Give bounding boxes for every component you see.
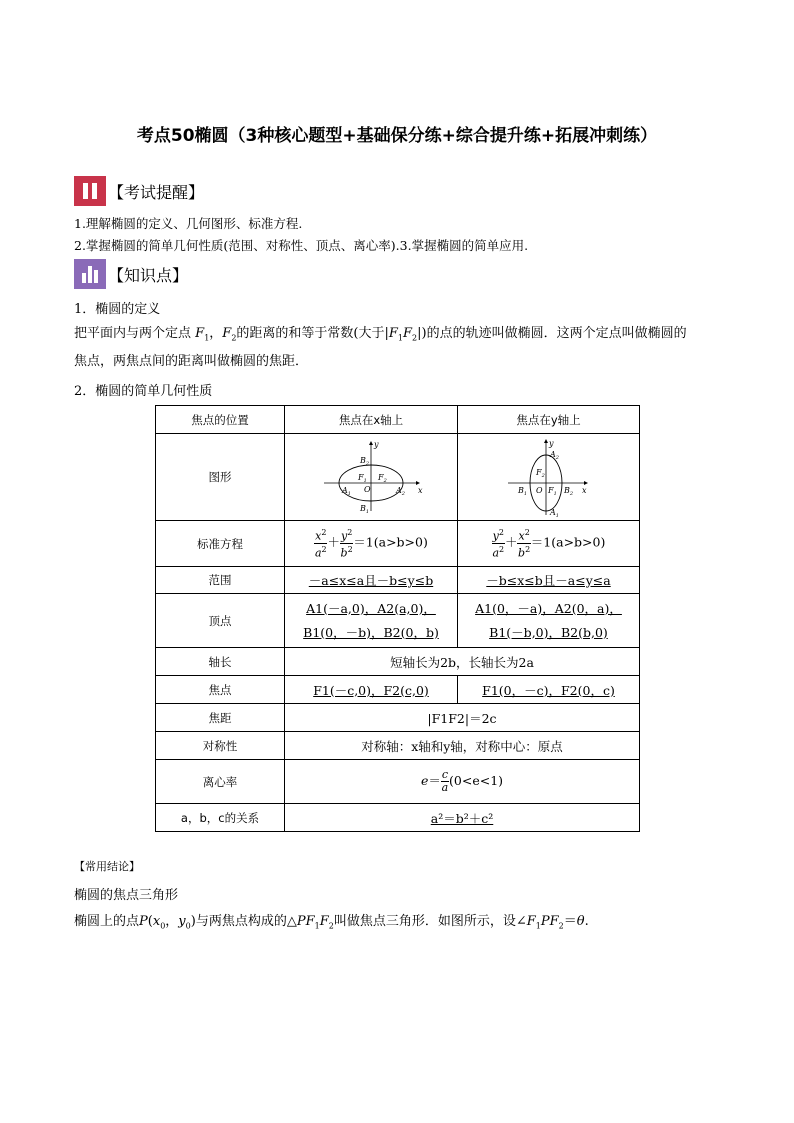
vertex-y: A1(0，－a)，A2(0，a)， B1(－b,0)，B2(b,0) — [458, 594, 640, 648]
section-exam-reminder — [74, 176, 204, 206]
svg-text:B2: $B_2$ — [360, 456, 370, 467]
table-row — [156, 804, 640, 832]
table-row — [156, 704, 640, 732]
table-row — [156, 521, 640, 567]
svg-text:O: O — [535, 486, 543, 495]
row-label: 离心率 — [156, 760, 285, 804]
focus-y: F1(0，－c)，F2(0，c) — [458, 676, 640, 704]
page-title: 考点50椭圆（3种核心题型+基础保分练+综合提升练+拓展冲刺练） — [136, 126, 658, 146]
table-row — [156, 648, 640, 676]
bar-chart-icon — [74, 259, 106, 289]
row-label: a，b，c的关系 — [156, 804, 285, 832]
table-row — [156, 732, 640, 760]
eccentricity-value: e＝ $\frac{c}{a}$ (0<e<1) — [285, 760, 640, 804]
range-x: －a≤x≤a且－b≤y≤b — [285, 567, 458, 594]
range-y: －b≤x≤b且－a≤y≤a — [458, 567, 640, 594]
section-knowledge — [74, 259, 188, 289]
svg-text:x: x — [581, 486, 587, 495]
reminder-line-2: 2.掌握椭圆的简单几何性质(范围、对称性、顶点、离心率).3.掌握椭圆的简单应用. — [74, 238, 529, 253]
section-label: 【考试提醒】 — [108, 182, 205, 202]
exam-badge-icon — [74, 176, 106, 206]
row-label: 轴长 — [156, 648, 285, 676]
svg-text:A1: $A_1$ — [342, 486, 351, 497]
svg-text:F1: $F_1$ — [547, 486, 557, 497]
row-label: 图形 — [156, 434, 285, 521]
svg-text:F1: $F_1$ — [358, 473, 367, 484]
item-heading: 2．椭圆的简单几何性质 — [74, 384, 213, 399]
focus-x: F1(－c,0)，F2(c,0) — [285, 676, 458, 704]
svg-text:A2: $A_2$ — [549, 450, 559, 461]
table-row — [156, 594, 640, 648]
svg-text:B1: $B_1$ — [517, 486, 527, 497]
table-header-cell: 焦点在y轴上 — [458, 406, 640, 434]
symmetry-value: 对称轴：x轴和y轴，对称中心：原点 — [285, 732, 640, 760]
svg-text:F2: $F_2$ — [378, 473, 387, 484]
row-label: 焦点 — [156, 676, 285, 704]
equation-x: $\frac{x^2}{a^2}$ ＋ $\frac{y^2}{b^2}$ ＝1(a>b>0) — [285, 521, 458, 567]
ellipse-y-figure — [458, 434, 640, 521]
table-header-cell: 焦点的位置 — [156, 406, 285, 434]
table-row — [156, 760, 640, 804]
section-label: 【知识点】 — [108, 265, 189, 285]
row-label: 范围 — [156, 567, 285, 594]
row-label: 焦距 — [156, 704, 285, 732]
row-label: 对称性 — [156, 732, 285, 760]
svg-text:x: x — [418, 486, 423, 495]
relation-value: a²＝b²＋c² — [285, 804, 640, 832]
axis-value: 短轴长为2b，长轴长为2a — [285, 648, 640, 676]
equation-y: $\frac{y^2}{a^2}$ ＋ $\frac{x^2}{b^2}$ ＝1(a>b>0) — [458, 521, 640, 567]
svg-text:O: O — [364, 485, 371, 494]
conclusion-text: 椭圆上的点$P(x_0$，$y_0$)与两焦点构成的$\triangle PF_1F_2$叫做焦点三角形．如图所示，设$\angle F_1PF_2=\theta$. — [74, 914, 589, 931]
reminder-line-1: 1.理解椭圆的定义、几何图形、标准方程. — [74, 216, 303, 231]
table-row — [156, 434, 640, 521]
svg-text:A1: $A_1$ — [549, 508, 559, 517]
table-row — [156, 406, 640, 434]
svg-text:F2: $F_2$ — [535, 468, 545, 479]
table-header-cell: 焦点在x轴上 — [285, 406, 458, 434]
row-label: 标准方程 — [156, 521, 285, 567]
ellipse-properties-table — [155, 405, 640, 832]
table-row — [156, 567, 640, 594]
svg-text:A2: $A_2$ — [396, 486, 405, 497]
item-heading: 1．椭圆的定义 — [74, 302, 161, 317]
row-label: 顶点 — [156, 594, 285, 648]
conclusion-tag: 【常用结论】 — [74, 860, 140, 873]
definition-paragraph: 把平面内与两个定点 $F_1$，$F_2$的距离的和等于常数(大于$|F_1F_2|$)的点的轨迹叫做椭圆．这两个定点叫做椭圆的 焦点，两焦点间的距离叫做椭圆的焦距． — [74, 326, 687, 369]
vertex-x: A1(－a,0)，A2(a,0)， B1(0，－b)，B2(0，b) — [285, 594, 458, 648]
ellipse-x-figure — [285, 434, 458, 521]
conclusion-heading: 椭圆的焦点三角形 — [74, 888, 179, 903]
svg-text:B1: $B_1$ — [360, 504, 370, 515]
svg-text:B2: $B_2$ — [563, 486, 573, 497]
table-row — [156, 676, 640, 704]
focal-distance-value: |F1F2|＝2c — [285, 704, 640, 732]
svg-text:y: y — [374, 440, 379, 449]
svg-text:y: y — [548, 439, 554, 448]
